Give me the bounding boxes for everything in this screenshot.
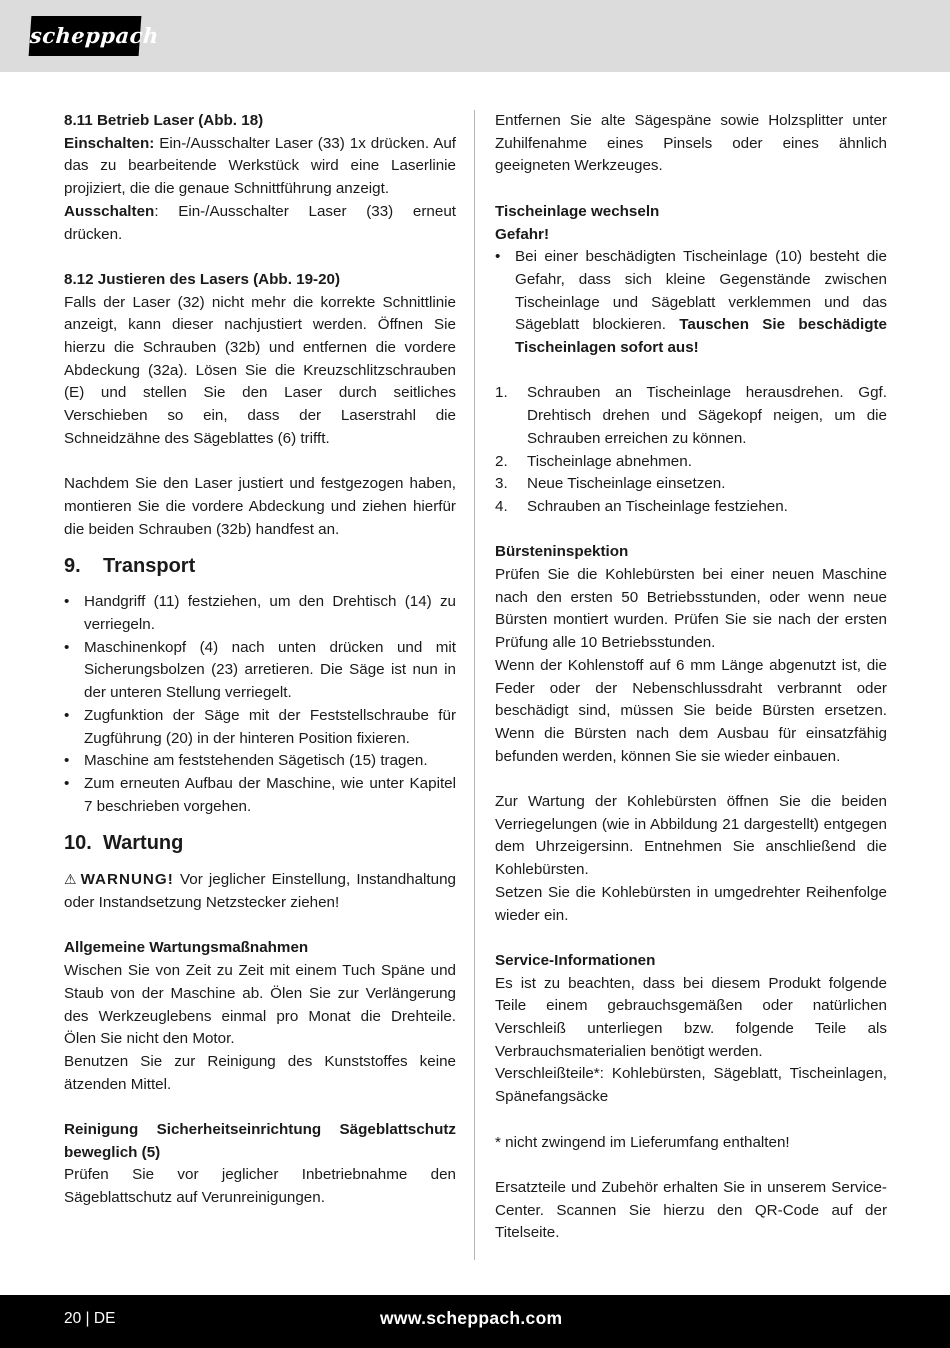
danger-list	[495, 246, 887, 360]
list-item: • Handgriff (11) festziehen, um den Drehtisch (14) zu verriegeln.	[64, 591, 456, 636]
service-info-title: Service-Informationen	[495, 951, 656, 969]
warning-paragraph	[64, 868, 456, 914]
service-note: * nicht zwingend im Lieferumfang enthalten!	[495, 1133, 790, 1151]
scheppach-logo: scheppach	[29, 16, 142, 56]
section-8-12-title: 8.12 Justieren des Lasers (Abb. 19-20)	[64, 270, 341, 288]
bullet: •	[64, 752, 70, 770]
warning-text: Vor jeglicher Einstellung, Instandhaltung oder Instandsetzung Netzstecker ziehen!	[64, 871, 456, 912]
table-insert-title: Tischeinlage wechseln	[495, 202, 660, 220]
danger-label: Gefahr!	[495, 225, 550, 243]
list-item: 1. Schrauben an Tischeinlage herausdrehen. Ggf. Drehtisch drehen und Sägekopf neigen, um die Schrauben erreichen zu können.	[495, 382, 887, 450]
sawdust-paragraph: Entfernen Sie alte Sägespäne sowie Holzsplitter unter Zuhilfenahme eines Pinsels oder eines ähnlich geeigneten Werkzeuges.	[495, 112, 887, 175]
section-9-heading	[64, 552, 456, 580]
brush-paragraph-3: Zur Wartung der Kohlebürsten öffnen Sie die beiden Verriegelungen (wie in Abbildung 21 dargestellt) entgegen dem Uhrzeigersinn. Entnehmen Sie anschließend die Kohlebürsten.	[495, 793, 887, 879]
page-header	[0, 0, 950, 72]
list-item: 2. Tischeinlage abnehmen.	[495, 451, 887, 474]
step-number: 1.	[495, 384, 508, 402]
step-number: 2.	[495, 452, 508, 470]
step-number: 3.	[495, 475, 508, 493]
guard-cleaning-paragraph: Prüfen Sie vor jeglicher Inbetriebnahme den Sägeblattschutz auf Verunreinigungen.	[64, 1166, 456, 1207]
bullet: •	[64, 593, 70, 611]
warning-triangle-icon: ⚠	[64, 871, 77, 888]
guard-cleaning-title: Reinigung Sicherheitseinrichtung Sägeblattschutz beweglich (5)	[64, 1121, 456, 1161]
laser-off-label: Ausschalten	[64, 202, 155, 220]
general-maintenance-paragraph-1: Wischen Sie von Zeit zu Zeit mit einem Tuch Späne und Staub von der Maschine ab. Ölen Sie zur Verlängerung des Werkzeuglebens einmal pro Monat die Drehteile. Ölen Sie nicht den Motor.	[64, 962, 456, 1048]
brush-inspection-title: Bürsteninspektion	[495, 543, 629, 561]
list-item: • Maschinenkopf (4) nach unten drücken und mit Sicherungsbolzen (23) arretieren. Die Säge ist nun in der unteren Stellung verriegelt.	[64, 637, 456, 705]
section-9-title: Transport	[103, 555, 196, 578]
warning-label: WARNUNG!	[80, 871, 174, 889]
page-number: 20 | DE	[64, 1310, 116, 1327]
service-paragraph-2: Verschleißteile*: Kohlebürsten, Sägeblatt, Tischeinlagen, Spänefangsäcke	[495, 1065, 887, 1106]
brush-paragraph-1: Prüfen Sie die Kohlebürsten bei einer neuen Maschine nach den ersten 50 Betriebsstunden, oder wenn neue Bürsten montiert wurden. Prüfen Sie sie nach der ersten Prüfung alle 10 Betriebsstunden.	[495, 566, 887, 652]
section-9-number: 9.	[64, 555, 81, 578]
insert-steps-list	[495, 382, 887, 518]
section-10-number: 10.	[64, 832, 92, 855]
bullet: •	[495, 248, 501, 266]
website-link[interactable]: www.scheppach.com	[380, 1308, 563, 1328]
laser-off-text: : Ein-/Ausschalter Laser (33) erneut drücken.	[64, 202, 456, 243]
brush-paragraph-2: Wenn der Kohlenstoff auf 6 mm Länge abgenutzt ist, die Feder oder der Nebenschlussdraht verbrannt oder beschädigt sind, müssen Sie beide Bürsten ersetzen. Wenn die Bürsten nach dem Ausbau für einsatzfähig befunden werden, können Sie sie wieder einbauen.	[495, 656, 887, 765]
danger-text: Bei einer beschädigten Tischeinlage (10) besteht die Gefahr, dass sich kleine Gegenstände zwischen Tischeinlage und Sägeblatt verklemmen und das Sägeblatt blockieren.	[515, 248, 887, 334]
danger-emphasis: Tauschen Sie beschädigte Tischeinlagen sofort aus!	[515, 316, 887, 357]
laser-on-text: Ein-/Ausschalter Laser (33) 1x drücken. Auf das zu bearbeitende Werkstück wird eine Laserlinie projiziert, die die genaue Schnittführung anzeigt.	[64, 134, 456, 198]
column-divider	[474, 110, 475, 1260]
right-column	[495, 110, 887, 1245]
laser-off-paragraph	[64, 201, 456, 246]
list-item: 3. Neue Tischeinlage einsetzen.	[495, 473, 887, 496]
service-paragraph-1: Es ist zu beachten, dass bei diesem Produkt folgende Teile einem gebrauchsgemäßen oder natürlichen Verschleiß unterliegen bzw. folgende Teile als Verbrauchsmaterialien benötigt werden.	[495, 974, 887, 1060]
brush-paragraph-4: Setzen Sie die Kohlebürsten in umgedrehter Reihenfolge wieder ein.	[495, 883, 887, 924]
laser-adjust-paragraph: Falls der Laser (32) nicht mehr die korrekte Schnittlinie anzeigt, kann dieser nachjustiert werden. Öffnen Sie hierzu die Schrauben (32b) und entfernen die vordere Abdeckung (32a). Lösen Sie die Kreuzschlitzschrauben (E) und stellen Sie den Laser durch seitliches Verschieben so ein, dass der Laserstrahl die Schneidzähne des Sägeblattes (6) trifft.	[64, 293, 456, 447]
section-8-11-title: 8.11 Betrieb Laser (Abb. 18)	[64, 112, 264, 129]
page-footer	[0, 1295, 950, 1348]
list-item: • Maschine am feststehenden Sägetisch (15) tragen.	[64, 750, 456, 773]
laser-on-label: Einschalten:	[64, 134, 155, 152]
section-10-title: Wartung	[103, 832, 184, 855]
list-item: • Zum erneuten Aufbau der Maschine, wie unter Kapitel 7 beschrieben vorgehen.	[64, 773, 456, 818]
bullet: •	[64, 774, 70, 792]
general-maintenance-paragraph-2: Benutzen Sie zur Reinigung des Kunststoffes keine ätzenden Mittel.	[64, 1052, 456, 1093]
laser-on-paragraph	[64, 133, 456, 201]
service-paragraph-3: Ersatzteile und Zubehör erhalten Sie in unserem Service-Center. Scannen Sie hierzu den QR-Code auf der Titelseite.	[495, 1178, 887, 1242]
section-10-heading	[64, 829, 456, 857]
list-item	[495, 246, 887, 360]
list-item: 4. Schrauben an Tischeinlage festziehen.	[495, 496, 887, 519]
general-maintenance-title: Allgemeine Wartungsmaßnahmen	[64, 939, 309, 957]
laser-cover-paragraph: Nachdem Sie den Laser justiert und festgezogen haben, montieren Sie die vordere Abdeckung und ziehen hierfür die beiden Schrauben (32b) handfest an.	[64, 475, 456, 538]
transport-list	[64, 591, 456, 818]
left-column	[64, 110, 456, 1210]
bullet: •	[64, 706, 70, 724]
step-number: 4.	[495, 497, 508, 515]
list-item: • Zugfunktion der Säge mit der Feststellschraube für Zugführung (20) in der hinteren Position fixieren.	[64, 705, 456, 750]
bullet: •	[64, 638, 70, 656]
